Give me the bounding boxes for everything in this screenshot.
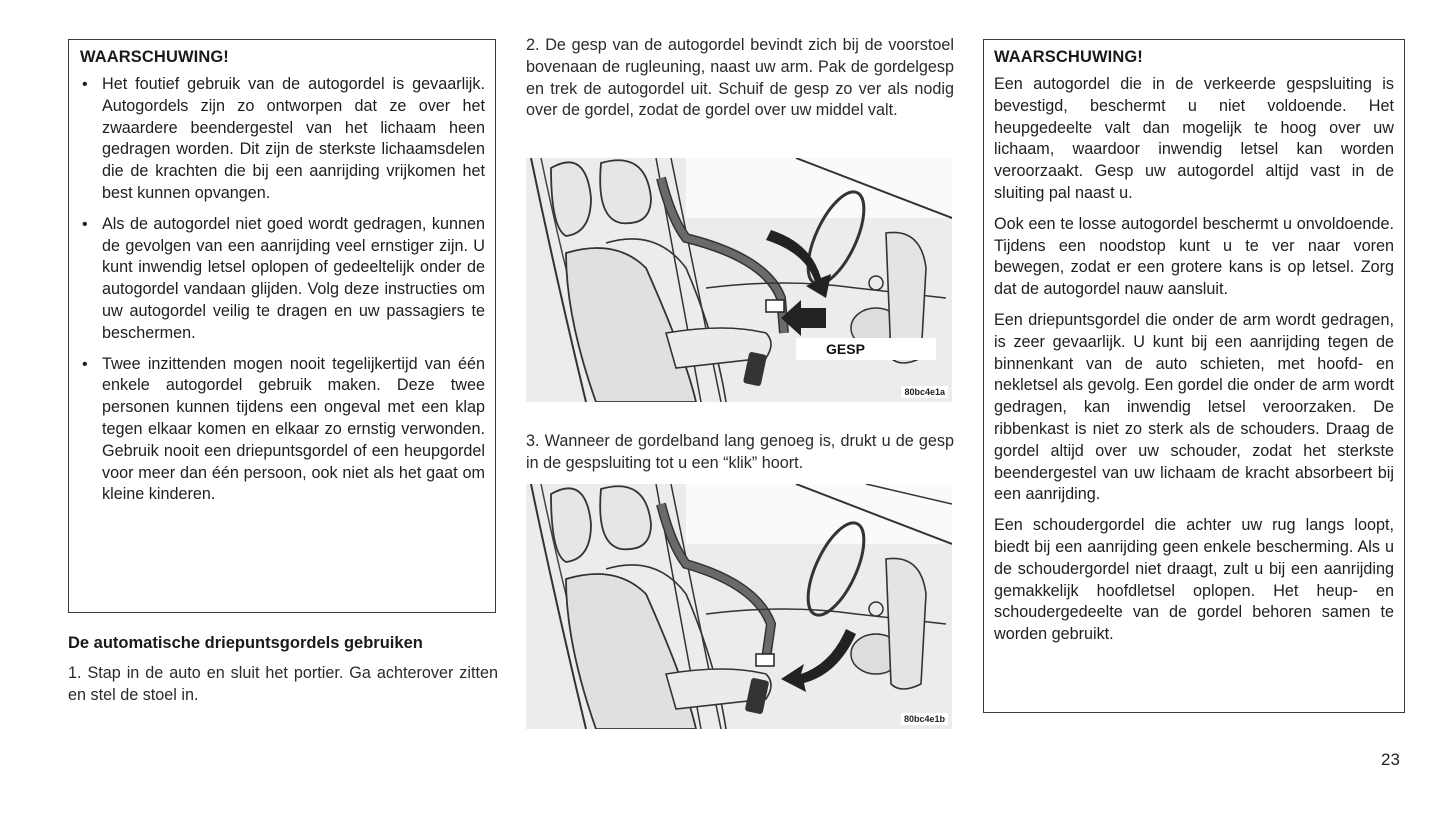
bullet-icon: •	[82, 355, 88, 373]
warning-bullet-list	[80, 74, 485, 506]
warning-paragraph: Een autogordel die in de verkeerde gespsluiting is bevestigd, beschermt u niet voldoende. Het heupgedeelte valt dan mogelijk te hoog over uw lichaam, waardoor inwendig letsel kan worden veroorzaakt. Gesp uw autogordel altijd vast in de sluiting pal naast u.	[994, 75, 1394, 202]
bullet-text: Twee inzittenden mogen nooit tegelijkertijd van één enkele autogordel gebruik maken. Deze twee personen kunnen tijdens een ongeval met een klap tegen elkaar komen en elkaar zo ernstig verwonden. Gebruik nooit een driepuntsgordel of een heupgordel voor meer dan één persoon, ook niet als het gaat om kleine kinderen.	[102, 354, 485, 504]
warning-bullet-item	[80, 354, 485, 507]
warning-paragraph: Ook een te losse autogordel beschermt u onvoldoende. Tijdens een noodstop kunt u te ver naar voren bewegen, zodat er een grotere kans is op letsel. Zorg dat de autogordel nauw aansluit.	[994, 214, 1394, 299]
warning-title: WAARSCHUWING!	[80, 48, 229, 66]
warning-paragraph: Een driepuntsgordel die onder de arm wordt gedragen, is zeer gevaarlijk. U kunt bij een aanrijding tegen de binnenkant van de auto schieten, met hoofd- en nekletsel als gevolg. Een gordel die onder de arm wordt gedragen, kan inwendig letsel veroorzaken. De ribbenkast is niet zo sterk als de schouders. Draag de gordel altijd over uw schouder, zodat het sterkste beendergestel van uw lichaam de kracht absorbeert bij een aanrijding.	[994, 310, 1394, 504]
warning-box-left	[68, 39, 496, 613]
step-1: 1. Stap in de auto en sluit het portier. Ga achterover zitten en stel de stoel in.	[68, 664, 498, 704]
figure-code: 80bc4e1b	[901, 713, 948, 725]
figure-seat-belt-buckle	[526, 484, 952, 729]
seat-belt-pull-illustration	[526, 158, 952, 402]
warning-box-right	[983, 39, 1405, 713]
warning-bullet-item	[80, 74, 485, 205]
bullet-text: Als de autogordel niet goed wordt gedragen, kunnen de gevolgen van een aanrijding veel ernstiger zijn. U kunt inwendig letsel oplopen of gedeeltelijk onder de autogordel vandaan glijden. Volg deze instructies om uw autogordel veilig te dragen en uw passagiers te beschermen.	[102, 214, 485, 342]
figure-seat-belt-pull	[526, 158, 952, 402]
warning-title: WAARSCHUWING!	[994, 48, 1143, 66]
warning-paragraph: Een schoudergordel die achter uw rug langs loopt, biedt bij een aanrijding geen enkele bescherming. Als u de schoudergordel niet draagt, zult u bij een aanrijding gemakkelijk hoofdletsel oplopen. Het heup- en schoudergedeelte van de gordel behoren samen te worden gebruikt.	[994, 516, 1394, 644]
page-number: 23	[1381, 750, 1400, 769]
warning-bullet-item	[80, 214, 485, 345]
bullet-text: Het foutief gebruik van de autogordel is gevaarlijk. Autogordels zijn zo ontworpen dat ze over het zwaardere beendergestel van het lichaam heen gedragen worden. Dit zijn de sterkste lichaamsdelen die de krachten die bij een aanrijding vrijkomen het best kunnen opvangen.	[102, 75, 485, 202]
figure-code: 80bc4e1a	[901, 386, 948, 398]
section-heading: De automatische driepuntsgordels gebruiken	[68, 634, 423, 652]
figure-label-gesp: GESP	[796, 338, 936, 360]
bullet-icon: •	[82, 76, 88, 93]
seat-belt-buckle-illustration	[526, 484, 952, 729]
step-3: 3. Wanneer de gordelband lang genoeg is, drukt u de gesp in de gespsluiting tot u een “klik” hoort.	[526, 432, 954, 472]
bullet-icon: •	[82, 215, 88, 233]
step-2: 2. De gesp van de autogordel bevindt zich bij de voorstoel bovenaan de rugleuning, naast uw arm. Pak de gordelgesp en trek de autogordel uit. Schuif de gesp zo ver als nodig over de gordel, zodat de gordel over uw middel valt.	[526, 36, 954, 120]
